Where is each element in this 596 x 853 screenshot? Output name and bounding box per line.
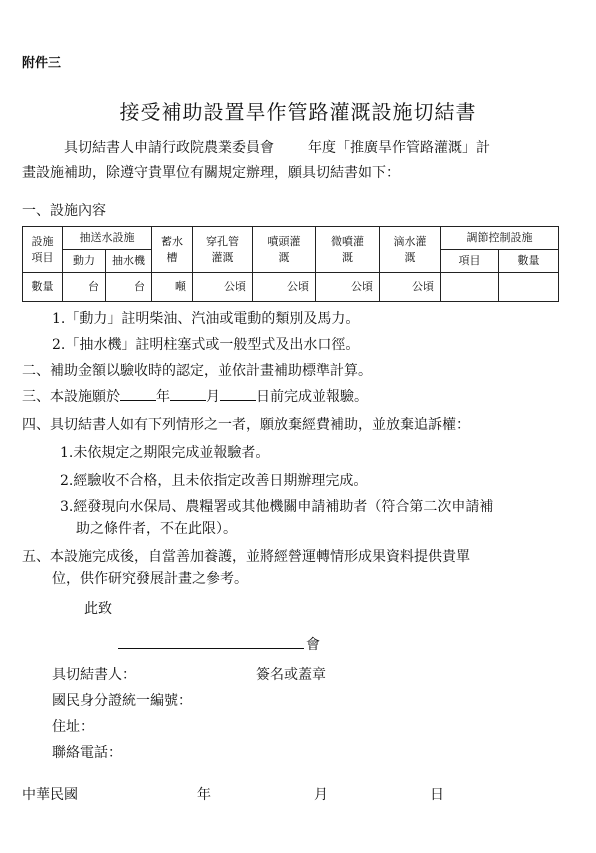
pump-unit-cell[interactable]: 台 — [106, 273, 152, 302]
signer-label: 具切結書人： — [52, 667, 136, 683]
item-3 — [22, 386, 368, 406]
section-1-heading: 一、設施內容 — [22, 203, 106, 219]
spray-unit-cell[interactable]: 公頃 — [253, 273, 316, 302]
micro-header-a: 微噴灌 — [331, 234, 364, 248]
item-3-year: 年 — [156, 389, 170, 405]
pipe-header-cell — [193, 227, 253, 273]
spray-header-cell — [253, 227, 316, 273]
year-blank[interactable] — [120, 386, 156, 401]
item-2: 二、補助金額以驗收時的認定，並依計畫補助標準計算。 — [22, 363, 372, 379]
intro-paragraph — [22, 136, 582, 186]
spray-header-b: 溉 — [278, 250, 290, 264]
pipe-unit-cell[interactable]: 公頃 — [193, 273, 253, 302]
item-4-sub-1: 1.未依規定之期限完成並報驗者。 — [60, 445, 270, 461]
facility-table — [22, 226, 559, 302]
drip-unit-cell[interactable]: 公頃 — [380, 273, 441, 302]
month-blank[interactable] — [170, 386, 206, 401]
control-item-header: 項目 — [441, 250, 499, 273]
phone-label: 聯絡電話： — [52, 745, 122, 761]
item-5-line-2: 位，供作研究發展計畫之參考。 — [52, 571, 248, 587]
date-month: 月 — [314, 787, 328, 803]
closing-text: 此致 — [84, 601, 112, 617]
micro-header-cell — [316, 227, 380, 273]
date-day: 日 — [430, 787, 444, 803]
intro-line-1 — [22, 136, 582, 161]
day-blank[interactable] — [220, 386, 256, 401]
item-3-month: 月 — [206, 389, 220, 405]
facility-header-a: 設施 — [31, 234, 54, 248]
power-header: 動力 — [63, 250, 106, 273]
date-era: 中華民國 — [22, 787, 78, 803]
storage-unit-cell[interactable]: 噸 — [152, 273, 193, 302]
control-qty-cell[interactable] — [499, 273, 559, 302]
recipient-suffix: 會 — [306, 637, 320, 653]
pump-header: 抽水機 — [106, 250, 152, 273]
item-5-line-1: 五、本設施完成後，自當善加養護，並將經營運轉情形成果資料提供貴單 — [22, 549, 470, 565]
power-unit-cell[interactable]: 台 — [63, 273, 106, 302]
spray-header-a: 噴頭灌 — [267, 234, 301, 248]
note-1: 1.「動力」註明柴油、汽油或電動的類別及馬力。 — [52, 311, 360, 327]
drip-header-a: 滴水灌 — [393, 234, 427, 248]
item-4: 四、具切結書人如有下列情形之一者，願放棄經費補助，並放棄追訴權： — [22, 417, 470, 433]
id-label: 國民身分證統一編號： — [52, 693, 192, 709]
item-3-prefix: 三、本設施願於 — [22, 389, 120, 405]
control-qty-header: 數量 — [499, 250, 559, 273]
control-item-cell[interactable] — [441, 273, 499, 302]
facility-header-b: 項目 — [31, 250, 54, 264]
annex-label: 附件三 — [22, 56, 62, 71]
intro-line-2: 畫設施補助，除遵守貴單位有關規定辦理，願具切結書如下： — [22, 165, 400, 181]
pump-group-header: 抽送水設施 — [63, 227, 152, 250]
sign-hint: 簽名或蓋章 — [256, 667, 326, 683]
document-title: 接受補助設置旱作管路灌溉設施切結書 — [119, 100, 477, 124]
item-3-suffix: 日前完成並報驗。 — [256, 389, 368, 405]
qty-label: 數量 — [23, 273, 63, 302]
micro-header-b: 溉 — [342, 250, 353, 264]
date-year: 年 — [197, 787, 211, 803]
control-group-header: 調節控制設施 — [441, 227, 559, 250]
intro-line-1b: 年度「推廣旱作管路灌溉」計 — [308, 140, 490, 156]
facility-header-cell — [23, 227, 63, 273]
note-2: 2.「抽水機」註明柱塞式或一般型式及出水口徑。 — [52, 337, 360, 353]
pipe-header-b: 灌溉 — [211, 250, 234, 264]
drip-header-cell — [380, 227, 441, 273]
pipe-header-a: 穿孔管 — [206, 234, 239, 248]
storage-header-b: 槽 — [166, 250, 178, 264]
recipient-line[interactable] — [118, 648, 304, 649]
storage-header-cell — [152, 227, 193, 273]
drip-header-b: 溉 — [404, 250, 416, 264]
item-4-sub-3: 3.經發現向水保局、農糧署或其他機關申請補助者（符合第二次申請補 — [60, 499, 494, 515]
micro-unit-cell[interactable]: 公頃 — [316, 273, 380, 302]
address-label: 住址： — [52, 719, 94, 735]
item-4-sub-3-cont: 助之條件者，不在此限）。 — [76, 521, 237, 537]
intro-line-1a: 具切結書人申請行政院農業委員會 — [64, 140, 274, 156]
storage-header-a: 蓄水 — [161, 234, 183, 248]
item-4-sub-2: 2.經驗收不合格，且未依指定改善日期辦理完成。 — [60, 473, 368, 489]
